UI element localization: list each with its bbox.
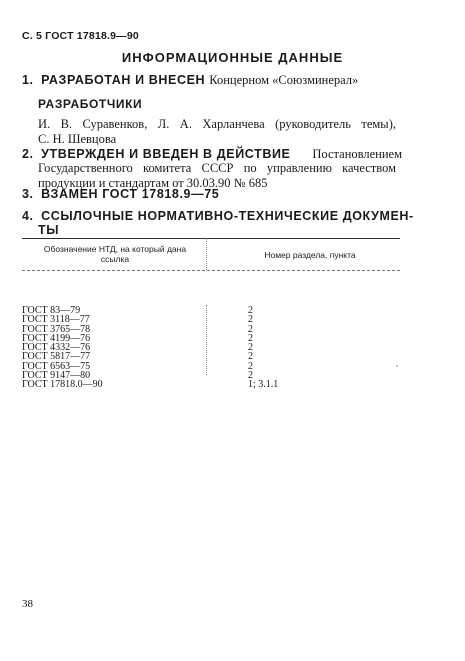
section-1-heading: 1. РАЗРАБОТАН И ВНЕСЕН Концерном «Союзминерал»	[22, 73, 359, 87]
developers-list	[38, 117, 396, 147]
table-header-section: Номер раздела, пункта	[264, 250, 356, 260]
section-2-line: Государственного комитета СССР по управлению качеством	[38, 161, 396, 175]
page-header: С. 5 ГОСТ 17818.9—90	[22, 30, 139, 42]
developers-line: С. Н. Шевцова	[38, 132, 117, 146]
table-column-divider	[206, 305, 207, 375]
section-2-heading: 2. УТВЕРЖДЕН И ВВЕДЕН В ДЕЙСТВИЕ Постановлением	[22, 147, 402, 161]
table-top-rule	[22, 238, 400, 239]
section-3-heading: 3. ВЗАМЕН ГОСТ 17818.9—75	[22, 187, 220, 201]
section-4-heading: 4. ССЫЛОЧНЫЕ НОРМАТИВНО-ТЕХНИЧЕСКИЕ ДОКУМЕН-	[22, 209, 414, 223]
developers-line: И. В. Суравенков, Л. А. Харланчева (руководитель темы),	[38, 117, 396, 131]
document-page: С. 5 ГОСТ 17818.9—90 ИНФОРМАЦИОННЫЕ ДАННЫЕ 1. РАЗРАБОТАН И ВНЕСЕН Концерном «Союзминерал» РАЗРАБОТЧИКИ И. В. Суравенков, Л. А. Харланчева (руководитель темы), С. Н. Шевцова 2. УТВЕРЖДЕН И ВВЕДЕН В ДЕЙСТВИЕ Постановлением Государственного комитета СССР по управлению качеством продукции и стандартам от 30.03.90 № 685 3. ВЗАМЕН ГОСТ 17818.9—75 4. ССЫЛОЧНЫЕ НОРМАТИВНО-ТЕХНИЧЕСКИЕ ДОКУМЕН- ТЫ Обозначение НТД, на который дана ссылка Номер раздела, пункта ГОСТ 83—79 2 ГОСТ 3118—77 2 ГОСТ 3765—78 2 ГОСТ 4199—76 2 ГОСТ 4332—76 2 ГОСТ 5817—77 2 ГОСТ 6563—75 2 ГОСТ 9147—80 2 ГОСТ 17818.0—90 1; 3.1.1 , 38	[0, 0, 465, 661]
table-header-rule	[22, 270, 400, 271]
table-header-document: Обозначение НТД, на который дана ссылка	[43, 244, 187, 264]
section-4-heading-cont: ТЫ	[38, 223, 60, 237]
section-2-line: продукции и стандартам от 30.03.90 № 685	[38, 176, 268, 190]
stray-mark: ,	[396, 359, 398, 368]
page-title: ИНФОРМАЦИОННЫЕ ДАННЫЕ	[121, 50, 344, 65]
table-header-divider	[206, 238, 207, 270]
developers-label: РАЗРАБОТЧИКИ	[38, 97, 143, 111]
page-number: 38	[22, 598, 33, 610]
